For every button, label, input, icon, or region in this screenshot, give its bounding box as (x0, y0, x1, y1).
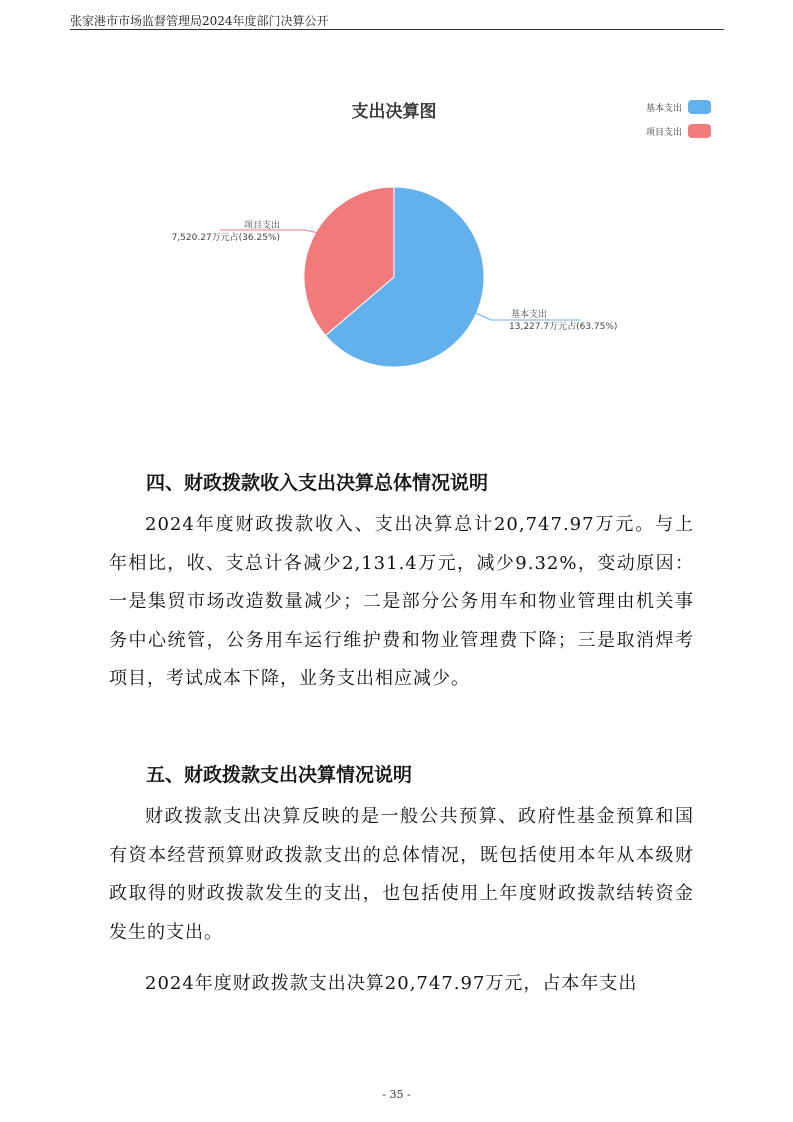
section5-heading: 五、财政拨款支出决算情况说明 (146, 764, 413, 786)
legend-swatch-basic (688, 100, 711, 114)
page-number: - 35 - (382, 1088, 411, 1101)
slice-label-basic-value: 13,227.7万元占(63.75%) (509, 322, 618, 332)
pie-slices (304, 187, 484, 367)
legend-swatch-project (688, 124, 711, 138)
section4-paragraph: 2024年度财政拨款收入、支出决算总计20,747.97万元。与上年相比，收、支总计各减少2,131.4万元，减少9.32%，变动原因：一是集贸市场改造数量减少；二是部分公务用车和物业管理由机关事务中心统管，公务用车运行维护费和物业管理费下降；三是取消焊考项目，考试成本下降，业务支出相应减少。 (109, 514, 694, 690)
slice-label-project-value: 7,520.27万元占(36.25%) (171, 233, 280, 243)
section5-paragraph-2: 2024年度财政拨款支出决算20,747.97万元，占本年支出 (145, 973, 638, 994)
chart-title: 支出决算图 (351, 102, 437, 122)
page-header: 张家港市市场监督管理局2024年度部门决算公开 (70, 14, 329, 28)
legend-label-project: 项目支出 (645, 128, 682, 138)
header-rule (70, 29, 724, 30)
slice-label-project-name: 项目支出 (243, 221, 280, 231)
legend-label-basic: 基本支出 (645, 104, 682, 114)
expenditure-pie-chart (0, 80, 793, 410)
section4-heading: 四、财政拨款收入支出决算总体情况说明 (146, 472, 489, 494)
section5-paragraph-1: 财政拨款支出决算反映的是一般公共预算、政府性基金预算和国有资本经营预算财政拨款支出的总体情况，既包括使用本年从本级财政取得的财政拨款发生的支出，也包括使用上年度财政拨款结转资金发生的支出。 (109, 806, 694, 943)
slice-label-basic-name: 基本支出 (511, 310, 548, 320)
